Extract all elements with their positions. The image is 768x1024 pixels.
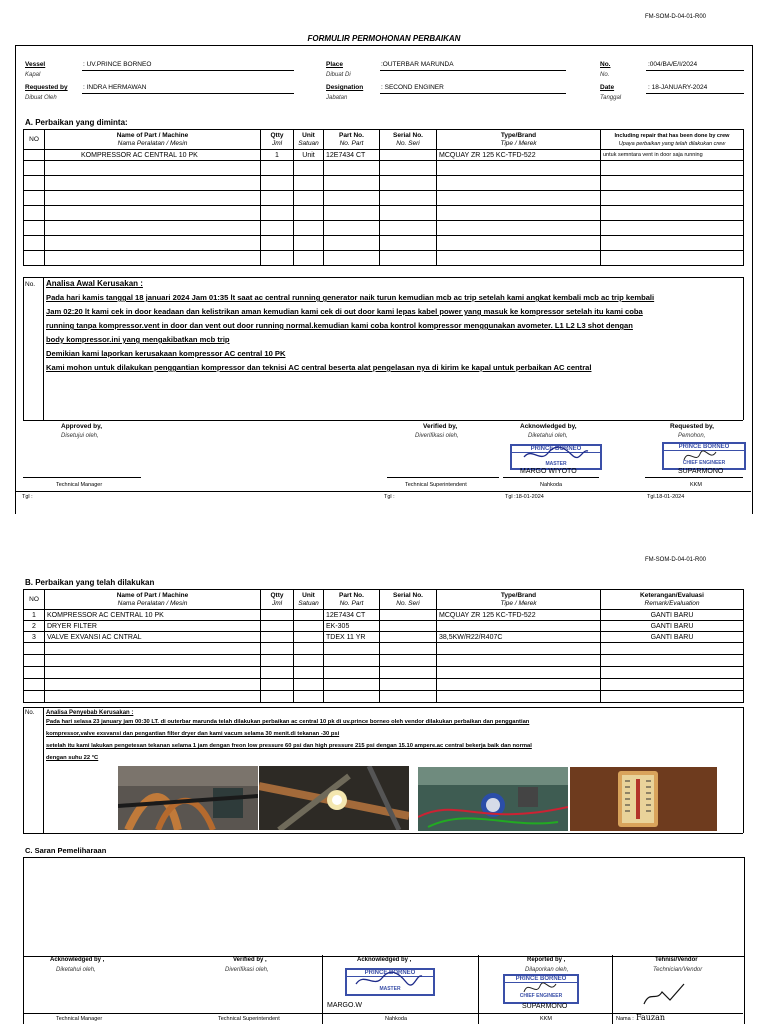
analysis-line-1: Pada hari kamis tanggal 18 januari 2024 Jam 01:35 lt saat ac central running generator naik turun kemudian mcb ac trip setelah kami angkat kembali mcb ac trip kembali <box>46 293 655 302</box>
approved-sub: Disetujui oleh, <box>61 433 99 439</box>
analysis-line-3: running tanpa kompressor.vent in door dan vent out door running normal.kemudian kami coba kontrol kompressor menggunakan avometer. L1 L2 L3 shot dengan <box>46 321 633 330</box>
row-name: KOMPRESSOR AC CENTRAL 10 PK <box>45 150 261 161</box>
c-verified-sub: Diverifikasi oleh, <box>225 967 269 973</box>
row-no: 2 <box>24 621 45 632</box>
c-master-signature <box>352 968 424 992</box>
row-no <box>24 150 45 161</box>
vessel-underline <box>82 70 294 71</box>
tgl-line <box>15 491 751 492</box>
row-type: MCQUAY ZR 125 KC-TFD-522 <box>437 610 601 621</box>
doc-code-2: FM-SOM-D-04-01-R00 <box>645 557 707 563</box>
c-chief-signature <box>520 978 560 998</box>
col-serial: Serial No. No. Seri <box>380 130 437 150</box>
c-verified-role: Technical Superintendent <box>218 1016 280 1022</box>
req-label: Requested by, <box>670 423 714 430</box>
place-label: Place <box>326 61 343 68</box>
stamp-text: PRINCE BORNEO <box>505 976 577 983</box>
col-unit: Unit Satuan <box>294 590 324 610</box>
place-underline <box>380 70 566 71</box>
req-name: SUPARMONO <box>678 468 724 475</box>
ack-name: MARGO WIYOTO <box>520 468 577 475</box>
table-row <box>24 610 744 621</box>
col-type: Type/Brand Tipe / Merek <box>437 590 601 610</box>
analysis-divider <box>43 277 44 420</box>
col-unit: Unit Satuan <box>294 130 324 150</box>
row-remark: GANTI BARU <box>601 621 744 632</box>
row-part: TDEX 11 YR <box>324 632 380 643</box>
empty-row <box>24 667 744 679</box>
requested-label: Requested by <box>25 84 68 91</box>
analysis-b-left <box>23 707 24 833</box>
row-unit: Unit <box>294 150 324 161</box>
c-ack2-label: Acknowledged by , <box>357 957 412 963</box>
designation-value: : SECOND ENGINER <box>381 84 444 91</box>
analysis-top-line <box>23 277 743 278</box>
row-no: 3 <box>24 632 45 643</box>
c-ack2-role: Nahkoda <box>385 1016 408 1022</box>
col-including: Including repair that has been done by crew Upaya perbaikan yang telah dilakukan crew <box>601 130 744 150</box>
requested-sub: Dibuat Oleh <box>25 95 57 101</box>
col-qty: Qtty Jml <box>261 590 294 610</box>
requested-underline <box>82 93 294 94</box>
analysis-bottom-line <box>23 420 743 421</box>
vessel-label: Vessel <box>25 61 46 68</box>
date-label: Date <box>600 84 615 91</box>
analysis-right-line <box>743 277 744 420</box>
c-reported-label: Reported by , <box>527 957 566 963</box>
ack-sub: Diketahui oleh, <box>528 433 568 439</box>
c-ack2-name: MARGO.W <box>327 1002 362 1009</box>
row-name: KOMPRESSOR AC CENTRAL 10 PK <box>45 610 261 621</box>
date-sub: Tanggal <box>600 95 622 101</box>
c-vendor-signature <box>640 980 690 1008</box>
approved-tgl: Tgl : <box>22 494 33 500</box>
section-a-header-row <box>24 130 744 150</box>
approved-label: Approved by, <box>61 423 103 430</box>
row-name: DRYER FILTER <box>45 621 261 632</box>
vessel-value: : UV.PRINCE BORNEO <box>83 61 152 68</box>
section-c-box <box>23 857 745 957</box>
c-sig-line <box>23 1013 743 1014</box>
row-remark: GANTI BARU <box>601 632 744 643</box>
req-sub: Pemohon, <box>678 433 706 439</box>
photo-thermometer <box>570 767 717 831</box>
row-including: untuk semntara vent in door saja running <box>601 150 744 161</box>
col-part: Part No. No. Part <box>324 130 380 150</box>
c-reported-name: SUPARMONO <box>522 1003 568 1010</box>
table-row <box>24 621 744 632</box>
place-value: :OUTERBAR MARUNDA <box>381 61 454 68</box>
analysis-b-bottom <box>23 833 743 834</box>
row-type: MCQUAY ZR 125 KC-TFD-522 <box>437 150 601 161</box>
c-tech-name-label: Nama : <box>616 1016 634 1022</box>
analysis-b-line-4: dengan suhu 22 °C <box>46 755 99 761</box>
empty-row <box>24 655 744 667</box>
photo-gauges <box>418 767 568 831</box>
empty-row <box>24 251 744 266</box>
analysis-b-line-1: Pada hari selasa 23 january jam 00:30 LT. di outerbar marunda telah dilakukan perbaikan ac central 10 pk di uv.prince borneo oleh vendor dilakukan perbaikan dan penggantian <box>46 719 530 725</box>
c-tech-sub: Technician/Vendor <box>653 967 703 973</box>
col-serial: Serial No. No. Seri <box>380 590 437 610</box>
designation-underline <box>380 93 566 94</box>
section-b-table <box>23 589 744 703</box>
row-part: 12E7434 CT <box>324 150 380 161</box>
photo-welding <box>259 766 409 830</box>
c-reported-role: KKM <box>540 1016 552 1022</box>
no-label: No. <box>600 61 611 68</box>
section-a-table <box>23 129 744 266</box>
analysis-no: No. <box>25 281 36 288</box>
analysis-b-no: No. <box>25 710 35 716</box>
verified-label: Verified by, <box>423 423 458 430</box>
col-type: Type/Brand Tipe / Merek <box>437 130 601 150</box>
no-underline <box>646 70 744 71</box>
stamp-role: CHIEF ENGINEER <box>682 460 726 466</box>
analysis-line-4: body kompressor.ini yang mengakibatkan mcb trip <box>46 335 230 344</box>
empty-row <box>24 191 744 206</box>
empty-row <box>24 206 744 221</box>
ack-label: Acknowledged by, <box>520 423 577 430</box>
date-value: : 18-JANUARY-2024 <box>648 84 708 91</box>
empty-row <box>24 236 744 251</box>
analysis-title: Analisa Awal Kerusakan : <box>46 279 143 288</box>
req-role: KKM <box>690 482 702 488</box>
row-remark: GANTI BARU <box>601 610 744 621</box>
master-signature <box>520 443 590 465</box>
analysis-b-div <box>43 707 44 833</box>
empty-row <box>24 643 744 655</box>
empty-row <box>24 161 744 176</box>
stamp-role: MASTER <box>545 461 567 467</box>
section-b-title: B. Perbaikan yang telah dilakukan <box>25 578 155 587</box>
row-qty: 1 <box>261 150 294 161</box>
row-no: 1 <box>24 610 45 621</box>
doc-code: FM-SOM-D-04-01-R00 <box>645 14 707 20</box>
c-ack-label: Acknowledged by , <box>50 957 105 963</box>
stamp-text: PRINCE BORNEO <box>347 970 433 977</box>
sig-line-1 <box>23 477 141 478</box>
stamp-text: PRINCE BORNEO <box>664 444 744 451</box>
table-row <box>24 150 744 161</box>
col-part: Part No. No. Part <box>324 590 380 610</box>
verified-role: Technical Superintendent <box>405 482 467 488</box>
chief-signature <box>680 446 720 466</box>
date-underline <box>646 93 744 94</box>
designation-label: Designation <box>326 84 364 91</box>
stamp-role: CHIEF ENGINEER <box>519 993 563 999</box>
photo-compressor-pipes <box>118 766 258 830</box>
verified-tgl: Tgl : <box>384 494 395 500</box>
col-name: Name of Part / Machine Nama Peralatan / Mesin <box>45 590 261 610</box>
place-sub: Dibuat Di <box>326 72 351 78</box>
stamp-role: MASTER <box>379 986 401 992</box>
ack-tgl: Tgl :18-01-2024 <box>505 494 544 500</box>
sig-line-3 <box>503 477 599 478</box>
analysis-b-title: Analisa Penyebab Kerusakan : <box>46 710 134 716</box>
col-no: NO <box>24 590 45 610</box>
page-title: FORMULIR PERMOHONAN PERBAIKAN <box>307 34 461 43</box>
requested-value: : INDRA HERMAWAN <box>83 84 147 91</box>
c-ack-role: Technical Manager <box>56 1016 103 1022</box>
row-serial <box>380 150 437 161</box>
c-verified-label: Verified by , <box>233 957 267 963</box>
no-value: :004/BA/E/I/2024 <box>648 61 698 68</box>
col-remark: Keterangan/Evaluasi Remark/Evaluation <box>601 590 744 610</box>
analysis-line-5: Demikian kami laporkan kerusakaan kompressor AC central 10 PK <box>46 349 286 358</box>
row-part: 12E7434 CT <box>324 610 380 621</box>
analysis-b-top <box>23 707 743 708</box>
row-type <box>437 621 601 632</box>
row-part: EK-305 <box>324 621 380 632</box>
req-tgl: Tgl.18-01-2024 <box>647 494 685 500</box>
c-tech-label: Tehnisi/Vendor <box>655 957 698 963</box>
empty-row <box>24 176 744 191</box>
stamp-text: PRINCE BORNEO <box>512 446 600 453</box>
analysis-b-right <box>743 707 744 833</box>
c-tech-name: Fauzan <box>636 1013 666 1022</box>
analysis-b-line-2: kompressor,valve exsvansi dan pengantian filter dryer dan kami vacum selama 30 menit.di tekanan -30 psi <box>46 731 340 737</box>
sig-line-4 <box>645 477 743 478</box>
analysis-line-2: Jam 02:20 lt kami cek in door keadaan dan kelistrikan aman kemudian kami cek di out door kami lepas kabel power yang masuk ke kompressor setelah itu kami coba <box>46 307 643 316</box>
sig-line-2 <box>387 477 499 478</box>
col-name: Name of Part / Machine Nama Peralatan / Mesin <box>45 130 261 150</box>
row-name: VALVE EXVANSI AC CNTRAL <box>45 632 261 643</box>
analysis-b-line-3: setelah itu kami lakukan pengetesan tekanan selama 1 jam dengan freon low pressure 60 psi dan high pressure 215 psi dengan 15.10 ampere.ac central bekerja baik dan normal <box>46 743 532 749</box>
c-reported-sub: Dilaporkan oleh, <box>525 967 569 973</box>
row-type: 38,5KW/R22/R407C <box>437 632 601 643</box>
vessel-sub: Kapal <box>25 72 41 78</box>
designation-sub: Jabatan <box>326 95 348 101</box>
empty-row <box>24 691 744 703</box>
section-a-title: A. Perbaikan yang diminta: <box>25 118 128 127</box>
analysis-left-line <box>23 277 24 420</box>
section-c-title: C. Saran Pemeliharaan <box>25 846 107 855</box>
col-qty: Qtty Jml <box>261 130 294 150</box>
ack-role: Nahkoda <box>540 482 563 488</box>
section-b-header-row <box>24 590 744 610</box>
approved-role: Technical Manager <box>56 482 103 488</box>
table-row <box>24 632 744 643</box>
col-no: NO <box>24 130 45 150</box>
analysis-line-6: Kami mohon untuk dilakukan penggantian kompressor dan teknisi AC central beserta alat pengelasan nya di kirim ke kapal untuk perbaikan AC central <box>46 363 592 372</box>
empty-row <box>24 679 744 691</box>
verified-sub: Diverifikasi oleh, <box>415 433 459 439</box>
c-ack-sub: Diketahui oleh, <box>56 967 96 973</box>
no-sub: No. <box>600 72 610 78</box>
empty-row <box>24 221 744 236</box>
